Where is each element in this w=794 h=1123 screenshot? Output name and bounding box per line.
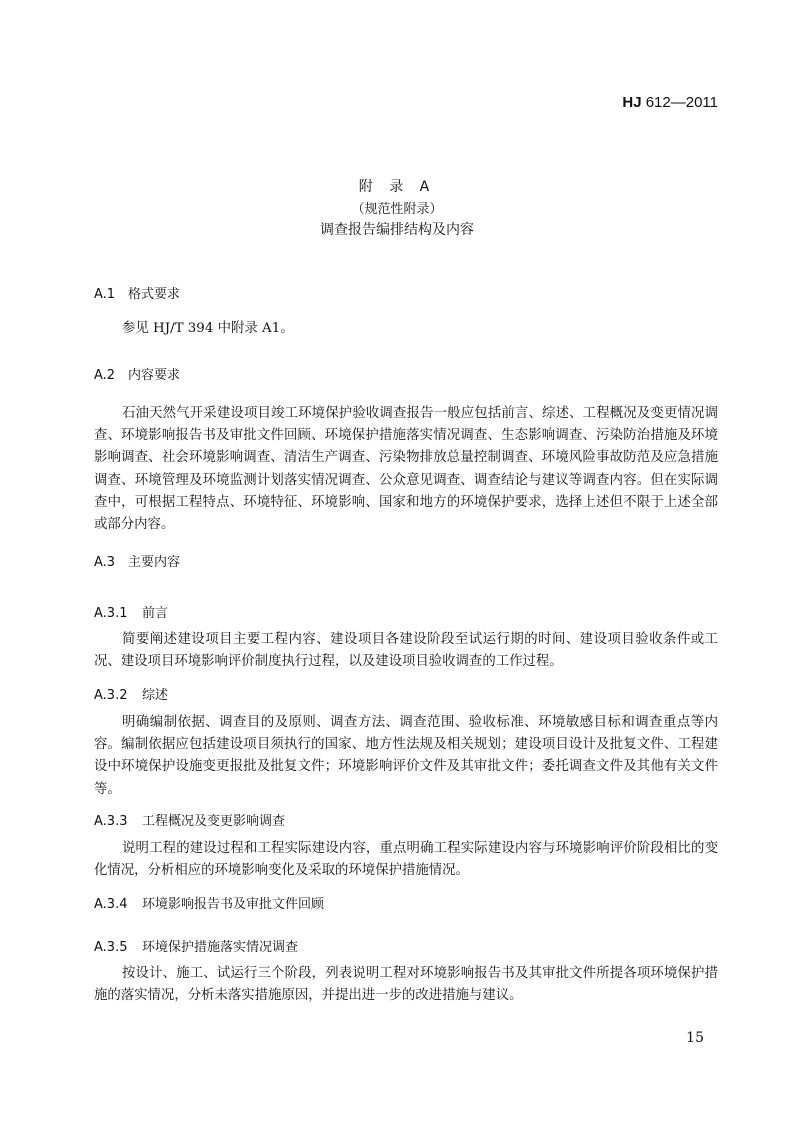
paragraph-a31: 简要阐述建设项目主要工程内容、建设项目各建设阶段至试运行期的时间、建设项目验收条件或工况、建设项目环境影响评价制度执行过程，以及建设项目验收调查的工作过程。 — [94, 632, 718, 670]
section-a3-heading — [94, 551, 180, 570]
standard-code-number: 612—2011 — [641, 94, 718, 111]
paragraph-a35: 按设计、施工、试运行三个阶段，列表说明工程对环境影响报告书及其审批文件所提各项环境保护措施的落实情况，分析未落实措施原因，并提出进一步的改进措施与建议。 — [94, 966, 718, 1004]
standard-code — [588, 94, 718, 111]
section-a34-heading — [94, 893, 324, 912]
section-number: A.1 — [94, 287, 116, 302]
section-a31-heading — [94, 602, 168, 621]
section-number: A.3.5 — [94, 940, 128, 955]
paragraph-a2: 石油天然气开采建设项目竣工环境保护验收调查报告一般应包括前言、综述、工程概况及变更情况调查、环境影响报告书及审批文件回顾、环境保护措施落实情况调查、生态影响调查、污染防治措施及环境影响调查、社会环境影响调查、清洁生产调查、污染物排放总量控制调查、环境风险事故防范及应急措施调查、环境管理及环境监测计划落实情况调查、公众意见调查、调查结论与建议等调查内容。但在实际调查中，可根据工程特点、环境特征、环境影响、国家和地方的环境保护要求，选择上述但不限于上述全部或部分内容。 — [94, 406, 718, 533]
section-number: A.3 — [94, 555, 116, 570]
paragraph-a33: 说明工程的建设过程和工程实际建设内容，重点明确工程实际建设内容与环境影响评价阶段相比的变化情况，分析相应的环境影响变化及采取的环境保护措施情况。 — [94, 841, 718, 879]
section-a33-heading — [94, 810, 285, 829]
section-number: A.3.4 — [94, 897, 128, 912]
section-title: 环境影响报告书及审批文件回顾 — [142, 897, 325, 912]
section-title: 格式要求 — [128, 287, 181, 302]
appendix-name: 调查报告编排结构及内容 — [320, 222, 474, 238]
page-number: 15 — [686, 1030, 704, 1046]
section-title: 环境保护措施落实情况调查 — [142, 940, 299, 955]
section-title: 综述 — [142, 688, 169, 703]
section-a32-heading — [94, 684, 168, 703]
section-a1-heading — [94, 283, 180, 302]
section-number: A.3.1 — [94, 606, 128, 621]
section-a35-heading — [94, 936, 298, 955]
section-a2-heading — [94, 364, 180, 383]
section-title: 工程概况及变更影响调查 — [142, 814, 286, 829]
section-number: A.3.2 — [94, 688, 128, 703]
section-number: A.3.3 — [94, 814, 128, 829]
section-number: A.2 — [94, 368, 116, 383]
appendix-title: 附 录 A — [358, 179, 436, 195]
paragraph-a1: 参见 HJ/T 394 中附录 A1。 — [122, 321, 294, 336]
section-title: 主要内容 — [128, 555, 181, 570]
section-title: 内容要求 — [128, 368, 181, 383]
standard-code-prefix: HJ — [622, 94, 642, 111]
paragraph-a32: 明确编制依据、调查目的及原则、调查方法、调查范围、验收标准、环境敏感目标和调查重点等内容。编制依据应包括建设项目须执行的国家、地方性法规及相关规划；建设项目设计及批复文件、工程建设中环境保护设施变更报批及批复文件；环境影响评价文件及其审批文件；委托调查文件及其他有关文件等。 — [94, 715, 718, 797]
appendix-subtitle: （规范性附录） — [351, 202, 443, 217]
section-title: 前言 — [142, 606, 169, 621]
